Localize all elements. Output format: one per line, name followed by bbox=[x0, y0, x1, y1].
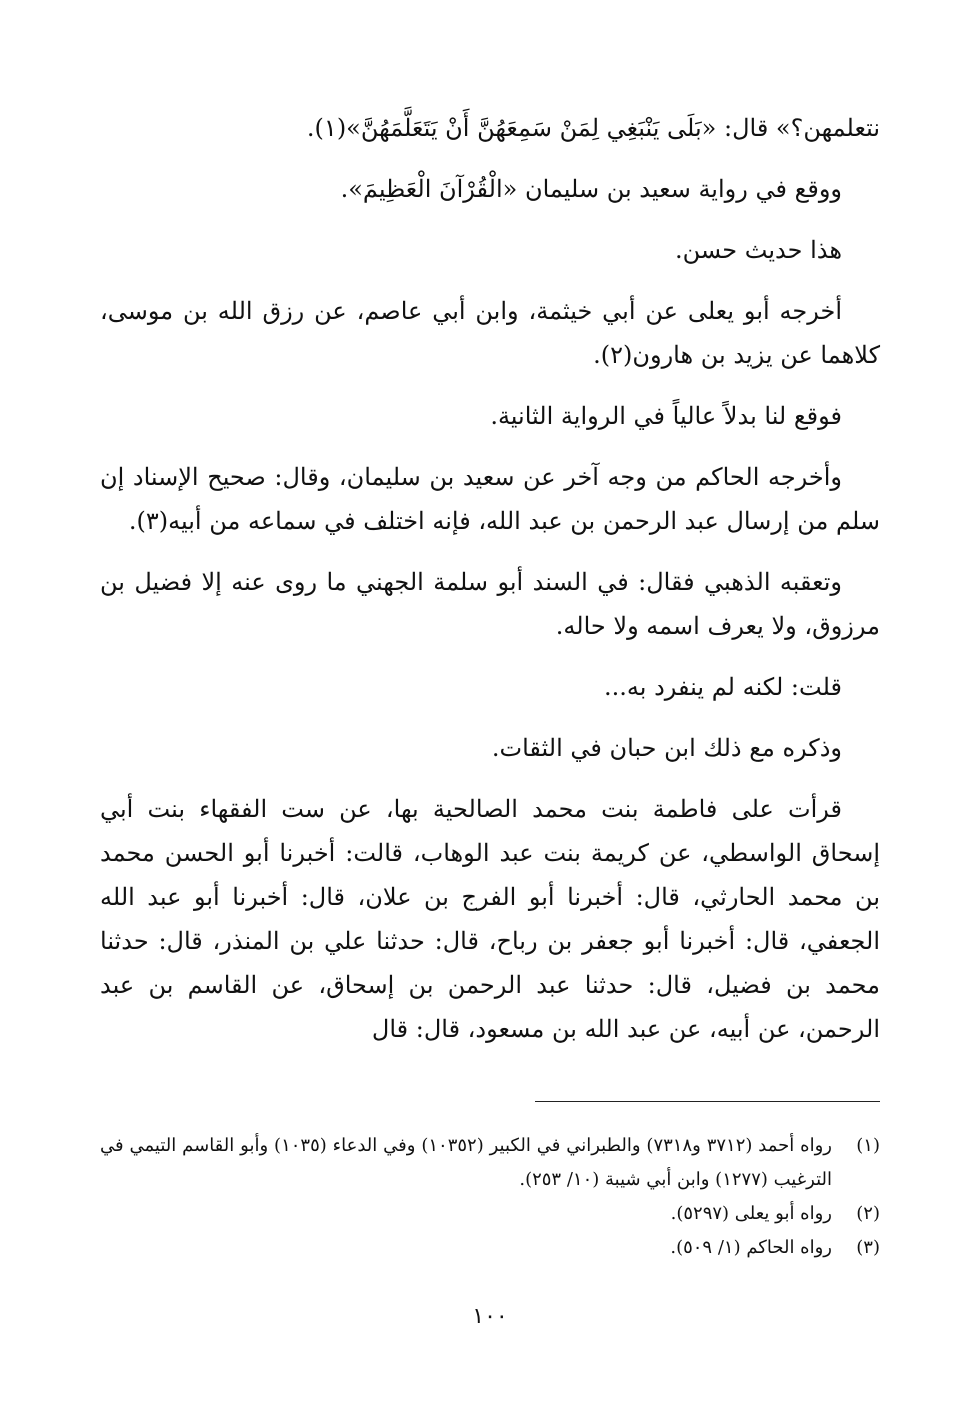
paragraph-8: قلت: لكنه لم ينفرد به... bbox=[604, 673, 842, 701]
paragraph-1: نتعلمهن؟» قال: «بَلَى يَنْبَغِي لِمَنْ سَمِعَهُنَّ أَنْ يَتَعَلَّمَهُنَّ»(١). bbox=[306, 114, 880, 142]
paragraph-4: أخرجه أبو يعلى عن أبي خيثمة، وابن أبي عاصم، عن رزق الله بن موسى، كلاهما عن يزيد بن هارون(٢). bbox=[100, 297, 880, 369]
paragraph-9: وذكره مع ذلك ابن حبان في الثقات. bbox=[491, 734, 842, 762]
footnote-1 bbox=[100, 1129, 880, 1197]
paragraph-2: ووقع في رواية سعيد بن سليمان «الْقُرْآنَ الْعَظِيمَ». bbox=[340, 175, 842, 203]
paragraph-3: هذا حديث حسن. bbox=[674, 236, 842, 264]
footnote-number: (٢) bbox=[856, 1203, 880, 1224]
footnotes bbox=[100, 1129, 880, 1265]
paragraph-6: وأخرجه الحاكم من وجه آخر عن سعيد بن سليمان، وقال: صحيح الإسناد إن سلم من إرسال عبد الرحمن بن عبد الله، فإنه اختلف في سماعه من أبيه(٣). bbox=[100, 463, 880, 535]
main-text bbox=[100, 106, 880, 1051]
paragraph-10: قرأت على فاطمة بنت محمد الصالحية بها، عن ست الفقهاء بنت أبي إسحاق الواسطي، عن كريمة بنت عبد الوهاب، قالت: أخبرنا أبو الحسن محمد بن محمد الحارثي، قال: أخبرنا أبو الفرج بن علان، قال: أخبرنا أبو عبد الله الجعفي، قال: أخبرنا أبو جعفر بن رباح، قال: حدثنا علي بن المنذر، قال: حدثنا محمد بن فضيل، قال: حدثنا عبد الرحمن بن إسحاق، عن القاسم بن عبد الرحمن، عن أبيه، عن عبد الله بن مسعود، قال: قال bbox=[100, 795, 880, 1043]
footnote-text: رواه الحاكم (١/ ٥٠٩). bbox=[670, 1237, 832, 1258]
page-number: ١٠٠ bbox=[472, 1304, 508, 1329]
footnote-text: رواه أحمد (٣٧١٢ و٧٣١٨) والطبراني في الكبير (١٠٣٥٢) وفي الدعاء (١٠٣٥) وأبو القاسم التيمي في الترغيب (١٢٧٧) وابن أبي شيبة (١٠/ ٢٥٣). bbox=[100, 1135, 832, 1190]
footnote-number: (٣) bbox=[856, 1237, 880, 1258]
paragraph-5: فوقع لنا بدلاً عالياً في الرواية الثانية. bbox=[490, 402, 842, 430]
footnote-3 bbox=[100, 1231, 880, 1265]
paragraph-7: وتعقبه الذهبي فقال: في السند أبو سلمة الجهني ما روى عنه إلا فضيل بن مرزوق، ولا يعرف اسمه ولا حاله. bbox=[100, 568, 880, 640]
footnote-divider bbox=[535, 1101, 880, 1102]
footnote-text: رواه أبو يعلى (٥٢٩٧). bbox=[670, 1203, 832, 1224]
footnote-number: (١) bbox=[856, 1135, 880, 1156]
footnote-2 bbox=[100, 1197, 880, 1231]
